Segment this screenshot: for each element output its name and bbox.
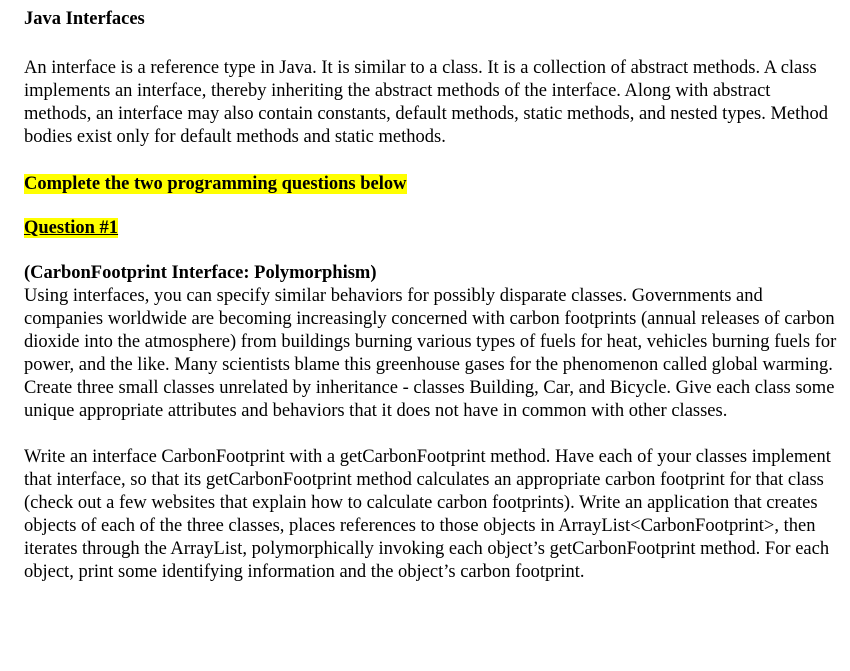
- instruction-highlight: Complete the two programming questions below: [24, 174, 407, 194]
- intro-paragraph: An interface is a reference type in Java. It is similar to a class. It is a collection of abstract methods. A class implements an interface, thereby inheriting the abstract methods of the interface. Along with abstract methods, an interface may also contain constants, default methods, static methods, and nested types. Method bodies exist only for default methods and static methods.: [24, 58, 829, 147]
- question-paragraph-2: Write an interface CarbonFootprint with a getCarbonFootprint method. Have each of your classes implement that interface, so that its getCarbonFootprint method calculates an appropriate carbon footprint for that class (check out a few websites that explain how to calculate carbon footprints). Write an application that creates objects of each of the three classes, places references to those objects in ArrayList<CarbonFootprint>, then iterates through the ArrayList, polymorphically invoking each object’s getCarbonFootprint method. For each object, print some identifying information and the object’s carbon footprint.: [24, 447, 831, 582]
- question-heading: (CarbonFootprint Interface: Polymorphism): [24, 263, 377, 283]
- question-paragraph-1: Using interfaces, you can specify similar behaviors for possibly disparate classes. Governments and companies worldwide are becoming increasingly concerned with carbon footprints (annual releases of carbon dioxide into the atmosphere) from buildings burning various types of fuels for heat, vehicles burning fuels for power, and the like. Many scientists blame this greenhouse gases for the phenomenon called global warming. Create three small classes unrelated by inheritance - classes Building, Car, and Bicycle. Give each class some unique appropriate attributes and behaviors that it does not have in common with other classes.: [24, 286, 837, 421]
- question-label-line: [24, 217, 839, 240]
- question-label: Question #1: [24, 218, 119, 238]
- document-page: [24, 8, 839, 584]
- document-title: Java Interfaces: [24, 9, 145, 29]
- instruction-line: [24, 173, 839, 196]
